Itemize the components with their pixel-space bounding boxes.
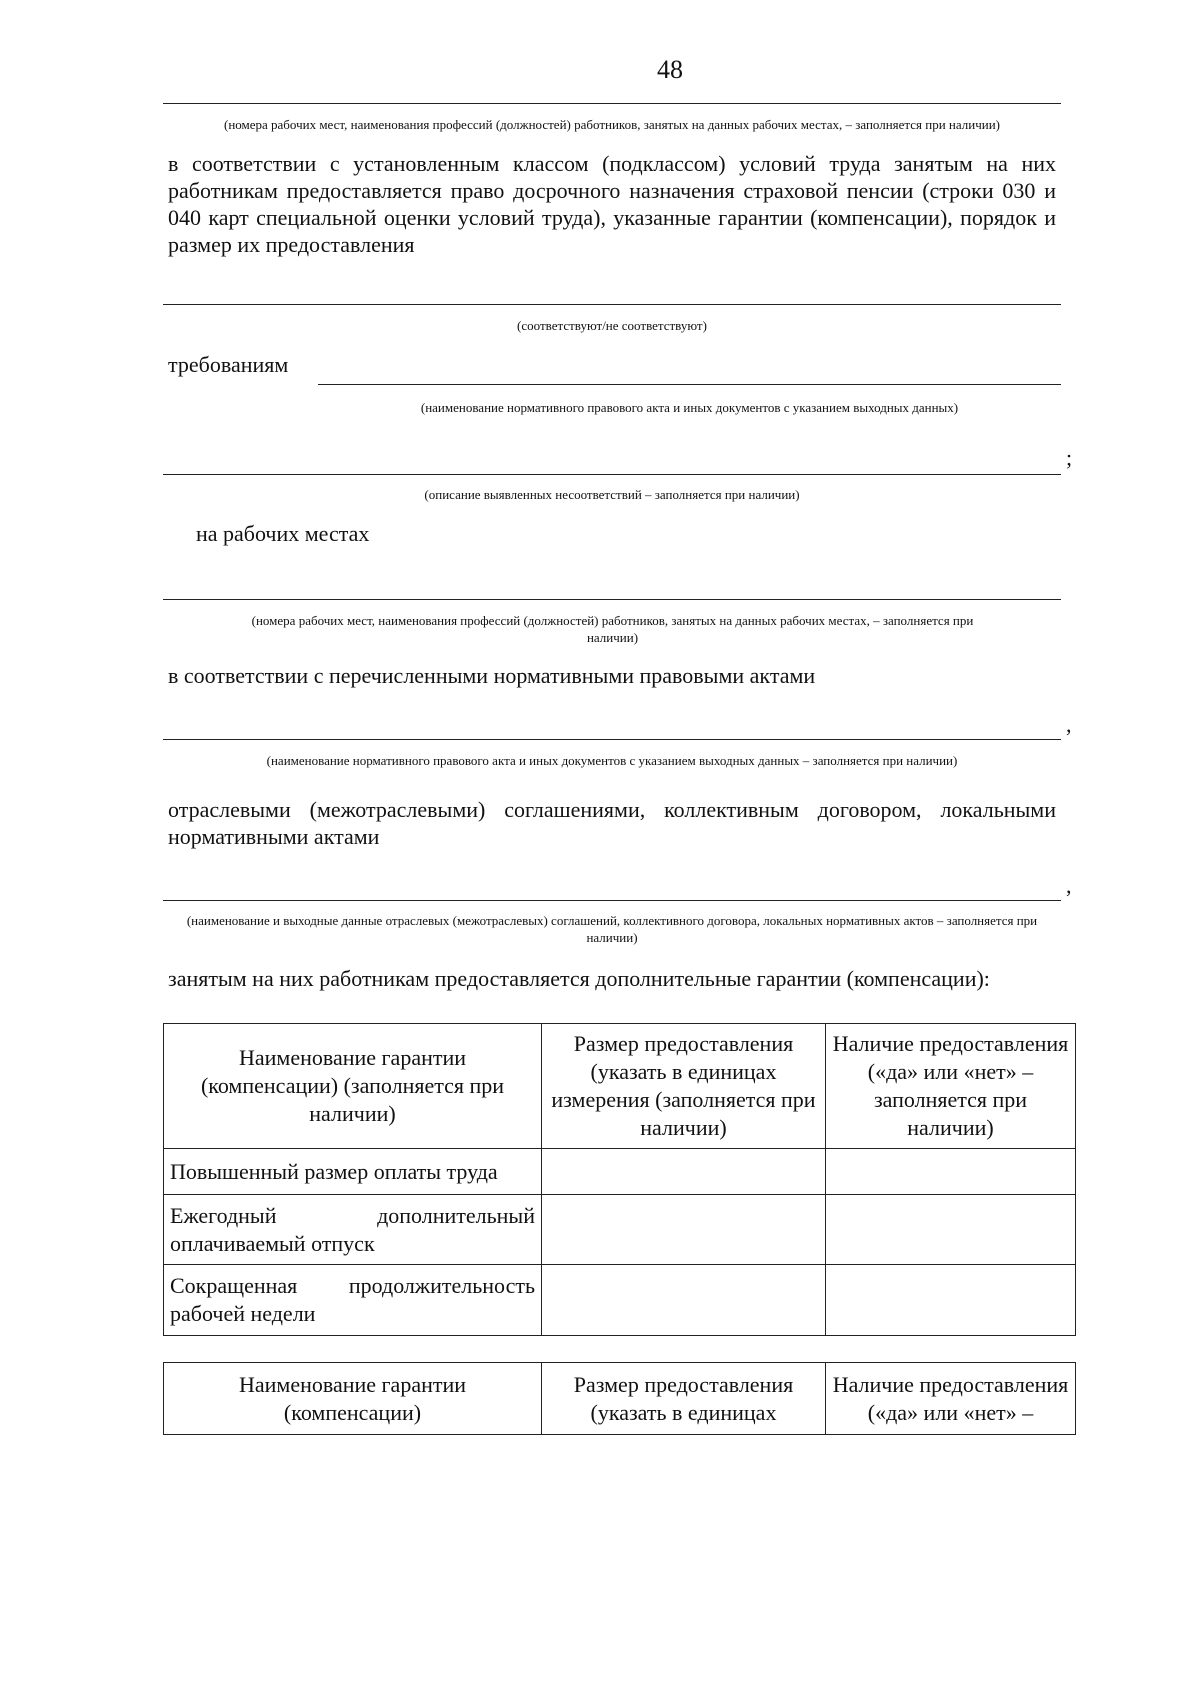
- table-1-row-week-size-cell[interactable]: [542, 1265, 826, 1336]
- semicolon-mark: ;: [1066, 445, 1073, 470]
- comma-mark-2: ,: [1066, 873, 1072, 898]
- guarantees-table-2: [163, 1362, 1076, 1435]
- line-additional-guarantees: занятым на них работникам предоставляется дополнительные гарантии (компенсации):: [168, 966, 990, 991]
- caption-discrepancies: (описание выявленных несоответствий – заполняется при наличии): [424, 487, 800, 502]
- caption-normative-act: (наименование нормативного правового акта и иных документов с указанием выходных данных): [420, 400, 959, 415]
- fill-line-workplaces-top[interactable]: [163, 103, 1061, 104]
- label-requirements: требованиям: [168, 352, 289, 377]
- table-row: [164, 1195, 1076, 1265]
- table-1-row-leave-label: Ежегодный дополнительный оплачиваемый отпуск: [164, 1195, 542, 1265]
- fill-line-workplaces-mid[interactable]: [163, 599, 1061, 600]
- fill-line-agreements[interactable]: [163, 900, 1061, 901]
- table-1-row-week-label: Сокращенная продолжительность рабочей недели: [164, 1265, 542, 1336]
- table-1-header-size: Размер предоставления (указать в единицах измерения (заполняется при наличии): [542, 1024, 826, 1149]
- caption-workplaces-mid: (номера рабочих мест, наименования профессий (должностей) работников, занятых на данных рабочих местах, – заполняется при наличии): [251, 613, 974, 645]
- caption-agreements: (наименование и выходные данные отраслевых (межотраслевых) соглашений, коллективного договора, локальных нормативных актов – заполняется при наличии): [186, 913, 1038, 945]
- line-normative-acts: в соответствии с перечисленными нормативными правовыми актами: [168, 663, 816, 688]
- paragraph-agreements: отраслевыми (межотраслевыми) соглашениями, коллективным договором, локальными нормативными актами: [168, 797, 1056, 849]
- table-2-header-row: [164, 1363, 1076, 1435]
- table-2-header-size: Размер предоставления (указать в единицах: [542, 1363, 826, 1435]
- table-row: [164, 1265, 1076, 1336]
- label-workplaces: на рабочих местах: [196, 521, 370, 546]
- caption-comply: (соответствуют/не соответствуют): [517, 318, 707, 333]
- table-1-row-pay-size-cell[interactable]: [542, 1149, 826, 1195]
- fill-line-comply[interactable]: [163, 304, 1061, 305]
- table-1-header-presence: Наличие предоставления («да» или «нет» – заполняется при наличии): [826, 1024, 1076, 1149]
- table-1-header-row: [164, 1024, 1076, 1149]
- comma-mark-1: ,: [1066, 712, 1072, 737]
- table-row: [164, 1149, 1076, 1195]
- table-2-header-presence: Наличие предоставления («да» или «нет» –: [826, 1363, 1076, 1435]
- fill-line-normative-act-optional[interactable]: [163, 739, 1061, 740]
- table-1-row-pay-label: Повышенный размер оплаты труда: [164, 1149, 542, 1195]
- page-number: 48: [657, 55, 683, 84]
- table-1-header-name: Наименование гарантии (компенсации) (заполняется при наличии): [164, 1024, 542, 1149]
- fill-line-normative-act[interactable]: [318, 384, 1061, 385]
- table-1-row-pay-presence-cell[interactable]: [826, 1149, 1076, 1195]
- table-1-row-leave-presence-cell[interactable]: [826, 1195, 1076, 1265]
- caption-workplaces-top: (номера рабочих мест, наименования профессий (должностей) работников, занятых на данных рабочих местах, – заполняется при наличии): [223, 117, 1000, 132]
- table-2-header-name: Наименование гарантии (компенсации): [164, 1363, 542, 1435]
- table-1-row-leave-size-cell[interactable]: [542, 1195, 826, 1265]
- table-1-row-week-presence-cell[interactable]: [826, 1265, 1076, 1336]
- caption-normative-act-optional: (наименование нормативного правового акта и иных документов с указанием выходных данных – заполняется при наличии): [266, 753, 958, 768]
- paragraph-early-pension: в соответствии с установленным классом (подклассом) условий труда занятым на них работникам предоставляется право досрочного назначения страховой пенсии (строки 030 и 040 карт специальной оценки условий труда), указанные гарантии (компенсации), порядок и размер их предоставления: [168, 151, 1056, 257]
- fill-line-discrepancies[interactable]: [163, 474, 1061, 475]
- guarantees-table-1: [163, 1023, 1076, 1336]
